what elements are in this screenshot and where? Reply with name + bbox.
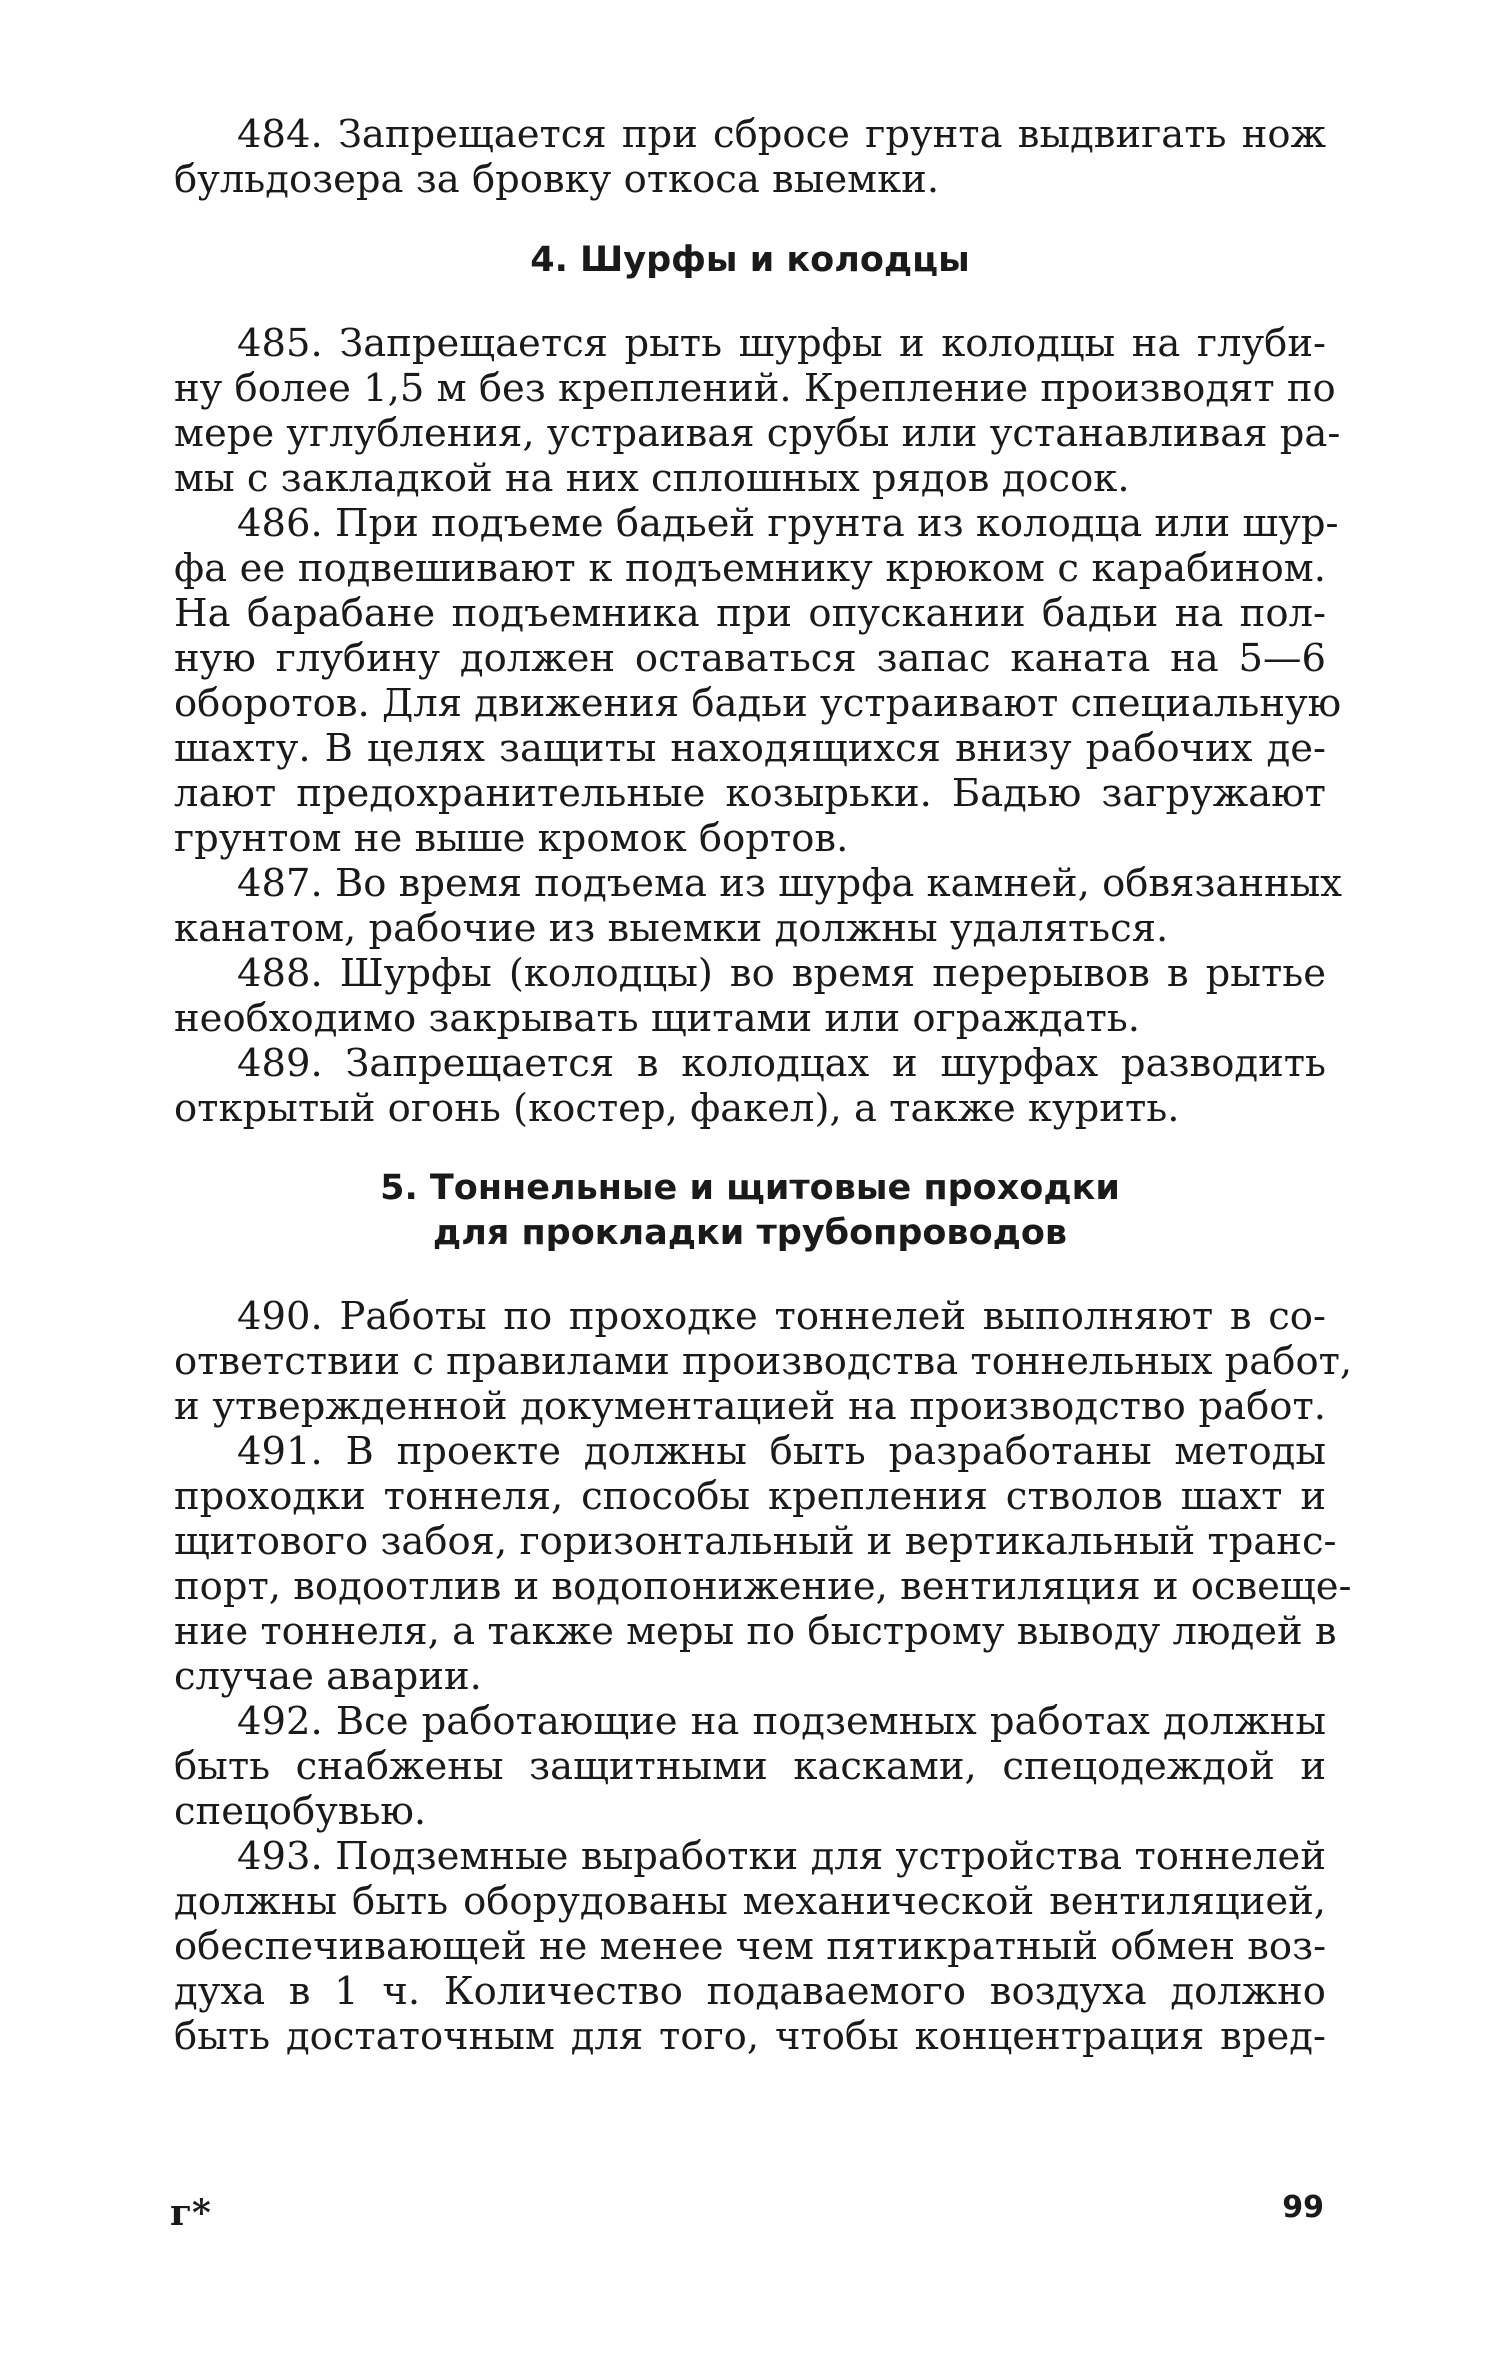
text-line: случае аварии.	[174, 1654, 482, 1699]
text-line: 484. Запрещается при сбросе грунта выдвигать нож	[237, 112, 1326, 157]
text-line: открытый огонь (костер, факел), а также курить.	[174, 1086, 1180, 1131]
text-line: 491. В проекте должны быть разработаны методы	[237, 1429, 1326, 1474]
text-line: 492. Все работающие на подземных работах должны	[237, 1699, 1326, 1744]
text-line: фа ее подвешивают к подъемнику крюком с карабином.	[174, 546, 1326, 591]
text-line: 485. Запрещается рыть шурфы и колодцы на глуби-	[237, 321, 1326, 366]
text-line: ние тоннеля, а также меры по быстрому выводу людей в	[174, 1609, 1337, 1654]
text-line: шахту. В целях защиты находящихся внизу рабочих де-	[174, 726, 1326, 771]
section-heading: 5. Тоннельные и щитовые проходки	[380, 1168, 1120, 1208]
text-line: грунтом не выше кромок бортов.	[174, 816, 849, 861]
text-line: порт, водоотлив и водопонижение, вентиляция и освеще-	[174, 1564, 1352, 1609]
text-line: оборотов. Для движения бадьи устраивают специальную	[174, 681, 1342, 726]
section-heading: для прокладки трубопроводов	[432, 1213, 1068, 1253]
text-line: 493. Подземные выработки для устройства тоннелей	[237, 1834, 1326, 1879]
text-line: 488. Шурфы (колодцы) во время перерывов в рытье	[237, 951, 1326, 996]
section-heading: 4. Шурфы и колодцы	[530, 240, 970, 280]
text-line: необходимо закрывать щитами или ограждать.	[174, 996, 1140, 1041]
text-line: духа в 1 ч. Количество подаваемого воздуха должно	[174, 1969, 1326, 2014]
text-line: быть снабжены защитными касками, спецодеждой и	[174, 1744, 1326, 1789]
text-line: ну более 1,5 м без креплений. Крепление производят по	[174, 366, 1336, 411]
text-line: 490. Работы по проходке тоннелей выполняют в со-	[237, 1294, 1326, 1339]
text-line: лают предохранительные козырьки. Бадью загружают	[174, 771, 1326, 816]
signature-mark: г*	[170, 2192, 211, 2234]
text-line: ную глубину должен оставаться запас каната на 5—6	[174, 636, 1326, 681]
text-line: 489. Запрещается в колодцах и шурфах разводить	[237, 1041, 1326, 1086]
text-line: На барабане подъемника при опускании бадьи на пол-	[174, 591, 1326, 636]
text-line: должны быть оборудованы механической вентиляцией,	[174, 1879, 1326, 1924]
text-line: ответствии с правилами производства тоннельных работ,	[174, 1339, 1353, 1384]
text-line: обеспечивающей не менее чем пятикратный обмен воз-	[174, 1924, 1327, 1969]
page-number: 99	[1282, 2190, 1324, 2225]
text-line: канатом, рабочие из выемки должны удаляться.	[174, 906, 1169, 951]
text-line: проходки тоннеля, способы крепления стволов шахт и	[174, 1474, 1326, 1519]
text-line: быть достаточным для того, чтобы концентрация вред-	[174, 2014, 1326, 2059]
text-line: мы с закладкой на них сплошных рядов досок.	[174, 456, 1130, 501]
text-line: и утвержденной документацией на производство работ.	[174, 1384, 1326, 1429]
text-line: мере углубления, устраивая срубы или устанавливая ра-	[174, 411, 1341, 456]
text-line: 487. Во время подъема из шурфа камней, обвязанных	[237, 861, 1343, 906]
text-line: спецобувью.	[174, 1789, 427, 1834]
text-line: 486. При подъеме бадьей грунта из колодца или шур-	[237, 501, 1339, 546]
text-line: щитового забоя, горизонтальный и вертикальный транс-	[174, 1519, 1337, 1564]
text-line: бульдозера за бровку откоса выемки.	[174, 157, 940, 202]
